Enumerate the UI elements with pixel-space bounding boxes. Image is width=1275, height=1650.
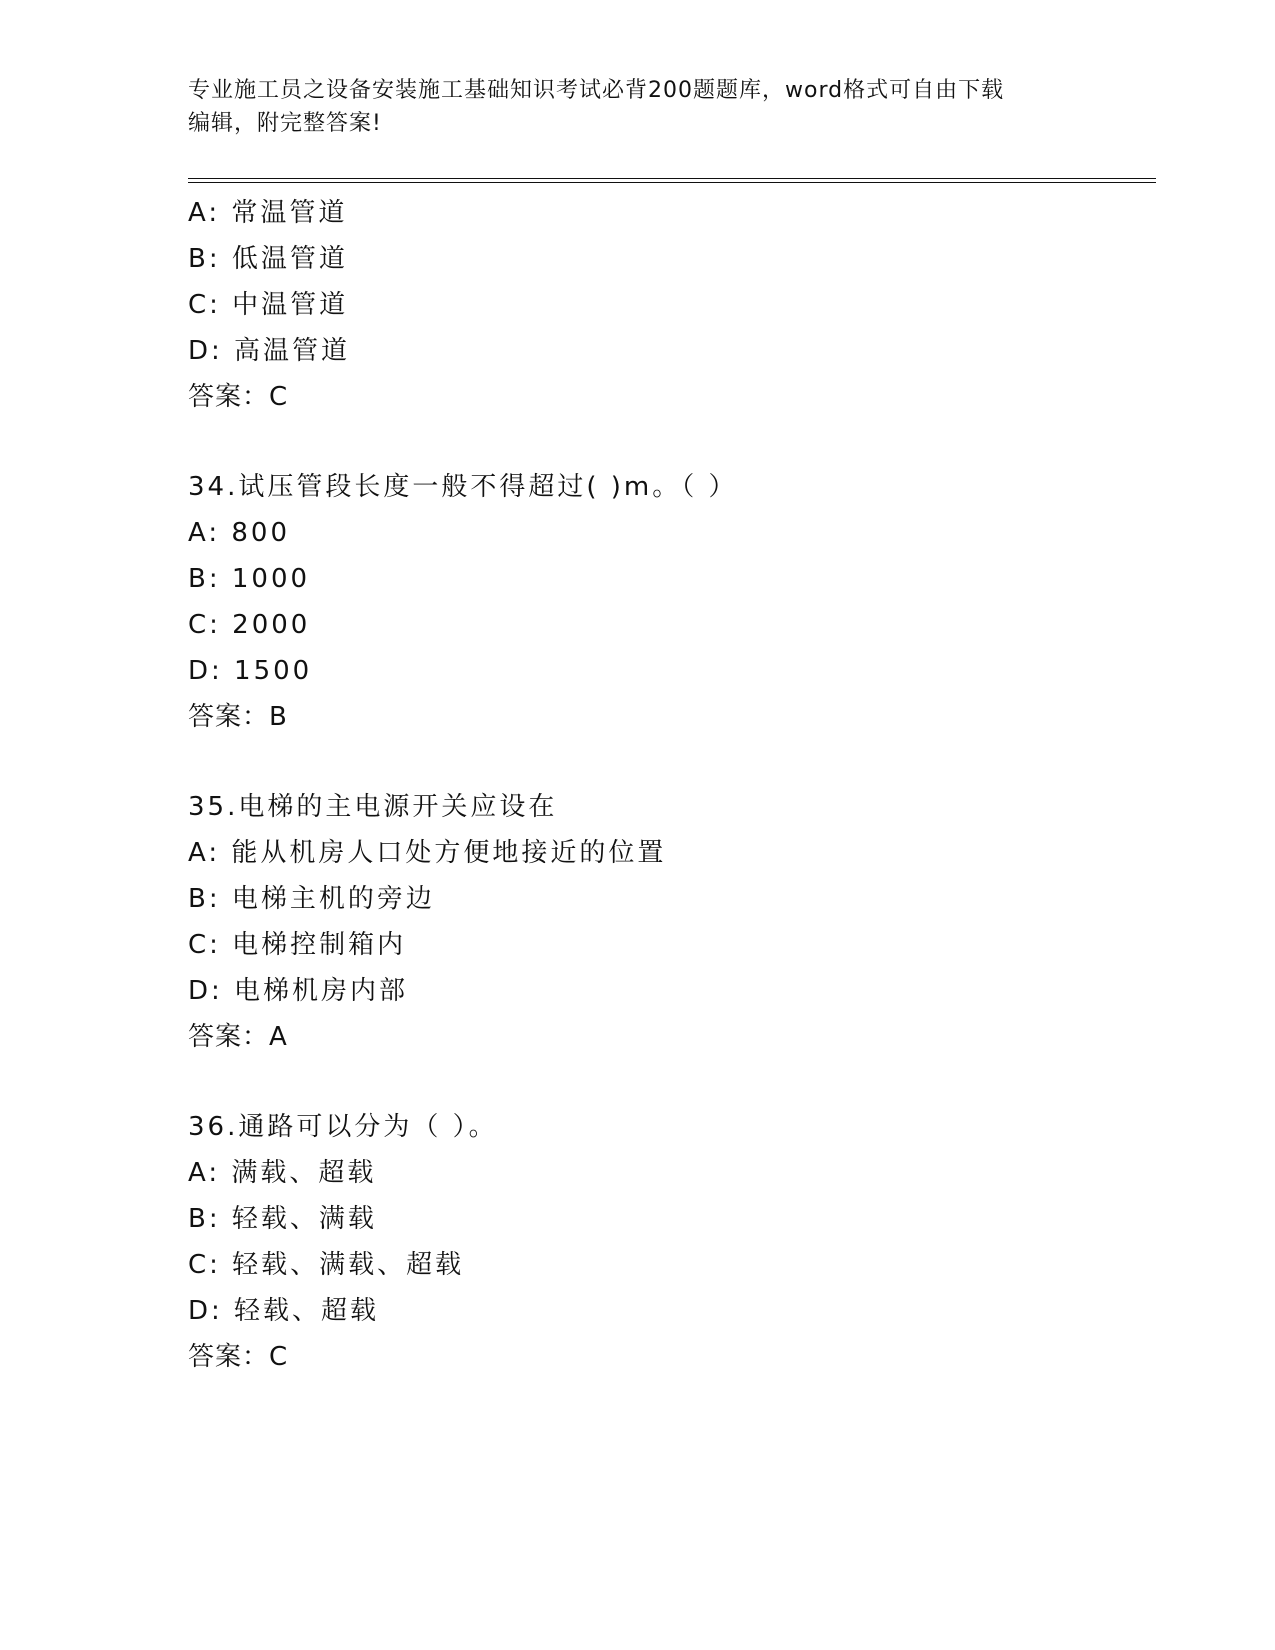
option-a: A: 满载、超载 — [188, 1158, 377, 1188]
answer-line: 答案：C — [188, 1342, 289, 1372]
option-b: B: 电梯主机的旁边 — [188, 884, 435, 914]
block-spacer — [188, 420, 1148, 464]
option-b: B: 1000 — [188, 564, 311, 594]
option-c: C: 中温管道 — [188, 290, 349, 320]
answer-line: 答案：C — [188, 382, 289, 412]
block-spacer — [188, 740, 1148, 784]
answer-line: 答案：B — [188, 702, 288, 732]
option-b: B: 低温管道 — [188, 244, 348, 274]
header-rule-bottom — [188, 182, 1156, 183]
option-c: C: 电梯控制箱内 — [188, 930, 407, 960]
question-list — [188, 190, 1148, 1380]
option-b: B: 轻载、满载 — [188, 1204, 377, 1234]
option-a: A: 能从机房人口处方便地接近的位置 — [188, 838, 667, 868]
question-block — [188, 190, 1148, 420]
question-text: 35.电梯的主电源开关应设在 — [188, 792, 558, 822]
block-spacer — [188, 1060, 1148, 1104]
option-d: D: 电梯机房内部 — [188, 976, 409, 1006]
option-d: D: 轻载、超载 — [188, 1296, 380, 1326]
question-block — [188, 784, 1148, 1060]
option-a: A: 常温管道 — [188, 198, 348, 228]
question-block — [188, 464, 1148, 740]
option-d: D: 1500 — [188, 656, 313, 686]
question-text: 34.试压管段长度一般不得超过( )m。（ ） — [188, 472, 738, 502]
option-c: C: 2000 — [188, 610, 311, 640]
option-d: D: 高温管道 — [188, 336, 351, 366]
document-header: 专业施工员之设备安装施工基础知识考试必背200题题库，word格式可自由下载 编辑，附完整答案! — [188, 78, 1005, 136]
option-c: C: 轻载、满载、超载 — [188, 1250, 465, 1280]
header-rule-top — [188, 178, 1156, 179]
answer-line: 答案：A — [188, 1022, 288, 1052]
option-a: A: 800 — [188, 518, 290, 548]
question-block — [188, 1104, 1148, 1380]
question-text: 36.通路可以分为（ ）。 — [188, 1112, 498, 1142]
